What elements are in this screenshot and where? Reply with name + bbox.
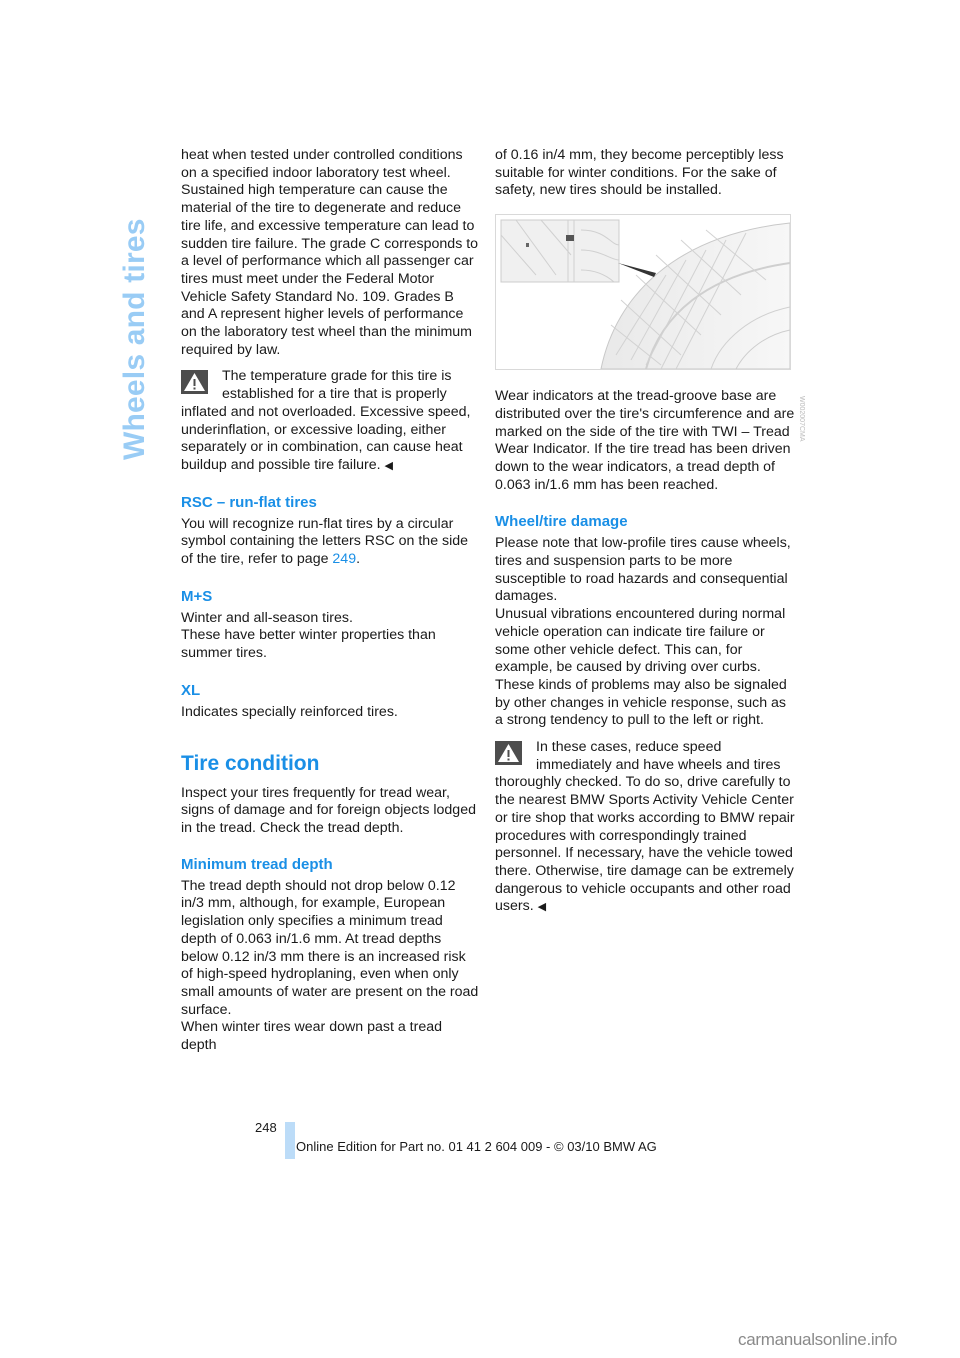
end-of-note-icon: ◀: [384, 459, 393, 472]
heading-rsc: RSC – run-flat tires: [181, 493, 317, 511]
section-side-title: Wheels and tires: [118, 218, 151, 460]
right-column: [495, 147, 795, 917]
heading-wheel-tire-damage: Wheel/tire damage: [495, 513, 628, 531]
heading-ms: M+S: [181, 587, 213, 605]
damage-text-2: Unusual vibrations encountered during normal vehicle operation can indicate tire failure or some other vehicle defect. This can, for example, be caused by driving over curbs. These kinds of problems may also be signaled by other changes in vehicle response, such as a strong tendency to pull to the left or right.: [495, 606, 787, 729]
rsc-body: You will recognize run-flat tires by a circular symbol containing the letters RSC on the side of the tire, refer to page: [181, 515, 469, 568]
warning-triangle-icon: [495, 741, 522, 765]
footer-edition-text: Online Edition for Part no. 01 41 2 604 009 - © 03/10 BMW AG: [296, 1139, 657, 1154]
ms-line-2: These have better winter properties than summer tires.: [181, 627, 436, 662]
wear-indicators-text: Wear indicators at the tread-groove base are distributed over the tire's circumference and are marked on the side of the tire with TWI – Tread Wear Indicator. If the tire tread has been driven down to the wear indicators, a tread depth of 0.063 in/1.6 mm has been reached.: [495, 388, 795, 493]
min-tread-text-2: When winter tires wear down past a tread depth: [181, 1019, 443, 1054]
rsc-text: [181, 516, 481, 569]
heading-minimum-tread-depth: Minimum tread depth: [181, 855, 333, 873]
site-watermark: carmanualsonline.info: [738, 1330, 898, 1349]
figure-code: W002007CMA: [798, 396, 805, 442]
min-tread-text: The tread depth should not drop below 0.12 in/3 mm, although, for example, European legislation only specifies a minimum tread depth of 0.063 in/1.6 mm. At tread depths below 0.12 in/3 mm there is an increased risk of high-speed hydroplaning, even when only small amounts of water are present on the road surface.: [181, 877, 479, 1018]
warning-triangle-icon: [181, 370, 208, 394]
winter-tires-continued: of 0.16 in/4 mm, they become perceptibly less suitable for winter conditions. For the sake of safety, new tires should be installed.: [495, 147, 784, 199]
footer-accent-bar: [285, 1122, 295, 1159]
warning-note-damage: [495, 739, 795, 917]
damage-text-1: Please note that low-profile tires cause wheels, tires and suspension parts to be more susceptible to road hazards and consequential damages.: [495, 535, 791, 605]
heading-tire-condition: Tire condition: [181, 751, 320, 775]
warning-text: In these cases, reduce speed immediately and have wheels and tires thoroughly checked. To do so, drive carefully to the nearest BMW Sports Activity Vehicle Center or tire shop that works according to BMW repair procedures with correspondingly trained personnel. If necessary, have the vehicle towed there. Otherwise, tire damage can be extremely dangerous to vehicle occupants and other road users.: [495, 739, 795, 915]
ms-line-1: Winter and all-season tires.: [181, 609, 353, 626]
heading-xl: XL: [181, 681, 201, 699]
tire-condition-text: Inspect your tires frequently for tread wear, signs of damage and for foreign objects lodged in the tread. Check the tread depth.: [181, 784, 476, 836]
xl-text: Indicates specially reinforced tires.: [181, 703, 398, 720]
page-link-249[interactable]: 249: [332, 551, 357, 568]
intro-paragraph: heat when tested under controlled conditions on a specified indoor laboratory test wheel. Sustained high temperature can cause the material of the tire to degenerate and reduce tire life, and excessive temperature can lead to sudden tire failure. The grade C corresponds to a level of performance which all passenger car tires must meet under the Federal Motor Vehicle Safety Standard No. 109. Grades B and A represent higher levels of performance on the laboratory test wheel than the minimum required by law.: [181, 147, 479, 358]
warning-note-temperature: [181, 368, 481, 475]
warning-text: The temperature grade for this tire is established for a tire that is properly inflated and not overloaded. Excessive speed, underinflation, or excessive loading, either separately or in combination, can cause heat buildup and possible tire failure.: [181, 368, 471, 473]
end-of-note-icon: ◀: [537, 901, 547, 914]
tire-illustration-icon: [496, 215, 790, 369]
left-column: [181, 147, 481, 1055]
tire-wear-indicator-figure: [495, 214, 791, 370]
page-number: 248: [255, 1120, 277, 1135]
rsc-period: .: [356, 551, 361, 568]
